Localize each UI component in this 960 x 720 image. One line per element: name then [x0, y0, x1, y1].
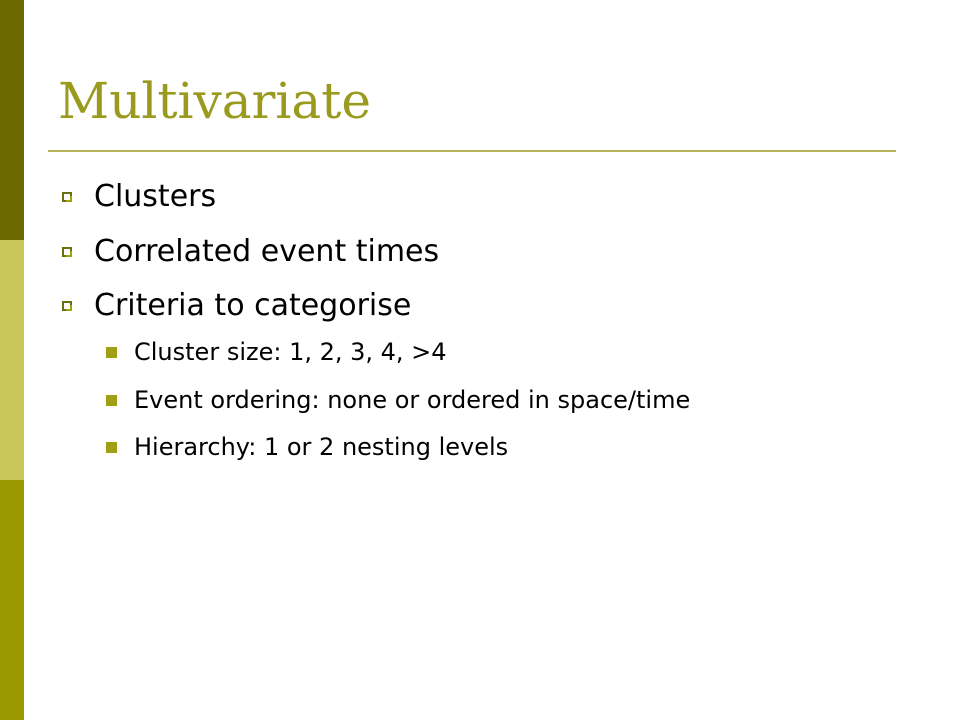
title-underline-rule	[48, 150, 896, 152]
square-bullet-icon	[106, 442, 117, 453]
sub-bullet-text: Event ordering: none or ordered in space/time	[134, 386, 691, 414]
sub-bullet-text: Cluster size: 1, 2, 3, 4, >4	[134, 338, 447, 366]
bullet-text: Clusters	[94, 179, 217, 214]
sidebar-band-middle	[0, 240, 24, 480]
sidebar-band-top	[0, 0, 24, 240]
checkbox-bullet-icon	[62, 301, 72, 311]
sub-bullet-text: Hierarchy: 1 or 2 nesting levels	[134, 433, 509, 461]
bullet-text: Correlated event times	[94, 234, 440, 269]
square-bullet-icon	[106, 395, 117, 406]
checkbox-bullet-icon	[62, 192, 72, 202]
slide-title: Multivariate	[58, 72, 371, 130]
checkbox-bullet-icon	[62, 247, 72, 257]
square-bullet-icon	[106, 347, 117, 358]
sidebar-accent	[0, 0, 24, 720]
sidebar-band-bottom	[0, 480, 24, 720]
bullet-text: Criteria to categorise	[94, 288, 412, 323]
